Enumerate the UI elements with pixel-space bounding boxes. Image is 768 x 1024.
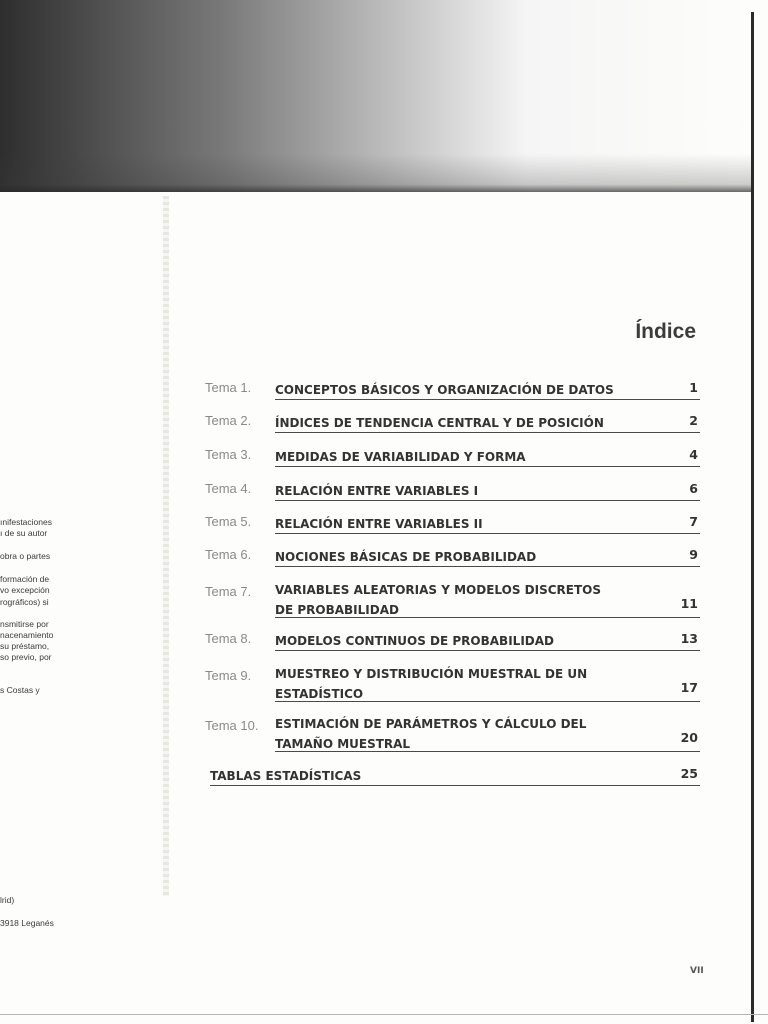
- toc-title: CONCEPTOS BÁSICOS Y ORGANIZACIÓN DE DATOS: [275, 383, 614, 397]
- toc-title-line: ESTIMACIÓN DE PARÁMETROS Y CÁLCULO DEL: [275, 717, 587, 731]
- page-folio: VII: [690, 966, 704, 976]
- left-page-line: formación de: [0, 574, 50, 584]
- left-page-line: obra o partes: [0, 551, 51, 561]
- toc-underline: [275, 466, 700, 467]
- toc-page-number: 6: [689, 481, 698, 496]
- toc-page-number: 9: [689, 547, 698, 562]
- bottom-edge: [0, 1014, 768, 1015]
- left-page-line: so previo, por: [0, 652, 52, 662]
- toc-title: RELACIÓN ENTRE VARIABLES II: [275, 517, 483, 531]
- toc-title: [275, 664, 700, 704]
- index-title: Índice: [635, 320, 696, 343]
- toc-entry[interactable]: [205, 447, 700, 471]
- toc-underline: [275, 432, 700, 433]
- toc-underline: [275, 650, 700, 651]
- toc-page-number: 25: [680, 766, 698, 781]
- toc-title: MODELOS CONTINUOS DE PROBABILIDAD: [275, 634, 554, 648]
- toc-entry[interactable]: [205, 580, 700, 622]
- page-fold: [163, 196, 169, 896]
- left-page-line: s Costas y: [0, 685, 40, 695]
- left-page-line: su préstamo,: [0, 641, 50, 651]
- toc-label: Tema 1.: [205, 380, 252, 395]
- toc-label: Tema 3.: [205, 447, 252, 462]
- left-page-line: 3918 Leganés: [0, 918, 54, 928]
- toc-entry[interactable]: [205, 413, 700, 437]
- toc-label: Tema 10.: [205, 718, 259, 733]
- toc-label: Tema 8.: [205, 631, 252, 646]
- toc-entry[interactable]: [205, 631, 700, 655]
- toc-label: Tema 7.: [205, 584, 252, 599]
- toc-entry[interactable]: [205, 664, 700, 706]
- left-page-fragment: [0, 0, 90, 1024]
- toc-entry[interactable]: [205, 514, 700, 538]
- left-page-line: ı de su autor: [0, 528, 48, 538]
- toc-title-line: DE PROBABILIDAD: [275, 603, 399, 617]
- toc-page-number: 1: [689, 380, 698, 395]
- toc-title: NOCIONES BÁSICAS DE PROBABILIDAD: [275, 550, 537, 564]
- toc-title: MEDIDAS DE VARIABILIDAD Y FORMA: [275, 450, 526, 464]
- toc-page-number: 17: [680, 680, 698, 695]
- page-edge: [751, 12, 754, 1022]
- toc-label: Tema 2.: [205, 413, 252, 428]
- toc-page-number: 11: [680, 596, 698, 611]
- toc-underline: [275, 751, 700, 752]
- left-page-line: lrid): [0, 895, 15, 905]
- toc-entry-tables[interactable]: [205, 766, 700, 790]
- toc-label: Tema 6.: [205, 547, 252, 562]
- toc-title-line: TAMAÑO MUESTRAL: [275, 737, 411, 751]
- toc-page-number: 4: [689, 447, 698, 462]
- toc-label: Tema 9.: [205, 668, 252, 683]
- left-page-line: rográficos) si: [0, 597, 49, 607]
- left-page-line: ınifestaciones: [0, 517, 52, 527]
- toc-underline: [210, 785, 700, 786]
- toc-underline: [275, 701, 700, 702]
- toc-title: ÍNDICES DE TENDENCIA CENTRAL Y DE POSICIÓN: [275, 416, 604, 430]
- left-page-line: vo excepción: [0, 585, 50, 595]
- left-page-line: nsmitirse por: [0, 619, 49, 629]
- toc-entry[interactable]: [205, 380, 700, 404]
- toc-page-number: 20: [680, 730, 698, 745]
- toc-entry[interactable]: [205, 481, 700, 505]
- toc-underline: [275, 566, 700, 567]
- toc-title-line: VARIABLES ALEATORIAS Y MODELOS DISCRETOS: [275, 583, 601, 597]
- toc-page-number: 13: [680, 631, 698, 646]
- toc-entry[interactable]: [205, 714, 700, 756]
- toc-underline: [275, 500, 700, 501]
- header-band-shadow: [0, 0, 752, 192]
- toc-label: Tema 5.: [205, 514, 252, 529]
- toc-page-number: 7: [689, 514, 698, 529]
- left-page-line: nacenamiento: [0, 630, 54, 640]
- toc-title-line: MUESTREO Y DISTRIBUCIÓN MUESTRAL DE UN: [275, 667, 588, 681]
- toc-title: [275, 580, 700, 620]
- toc-underline: [275, 533, 700, 534]
- toc-title: [275, 714, 700, 754]
- toc-title: TABLAS ESTADÍSTICAS: [210, 769, 362, 783]
- toc-underline: [275, 399, 700, 400]
- toc-entry[interactable]: [205, 547, 700, 571]
- toc-page-number: 2: [689, 413, 698, 428]
- toc-title: RELACIÓN ENTRE VARIABLES I: [275, 484, 479, 498]
- toc-underline: [275, 617, 700, 618]
- toc-title-line: ESTADÍSTICO: [275, 687, 364, 701]
- toc-label: Tema 4.: [205, 481, 252, 496]
